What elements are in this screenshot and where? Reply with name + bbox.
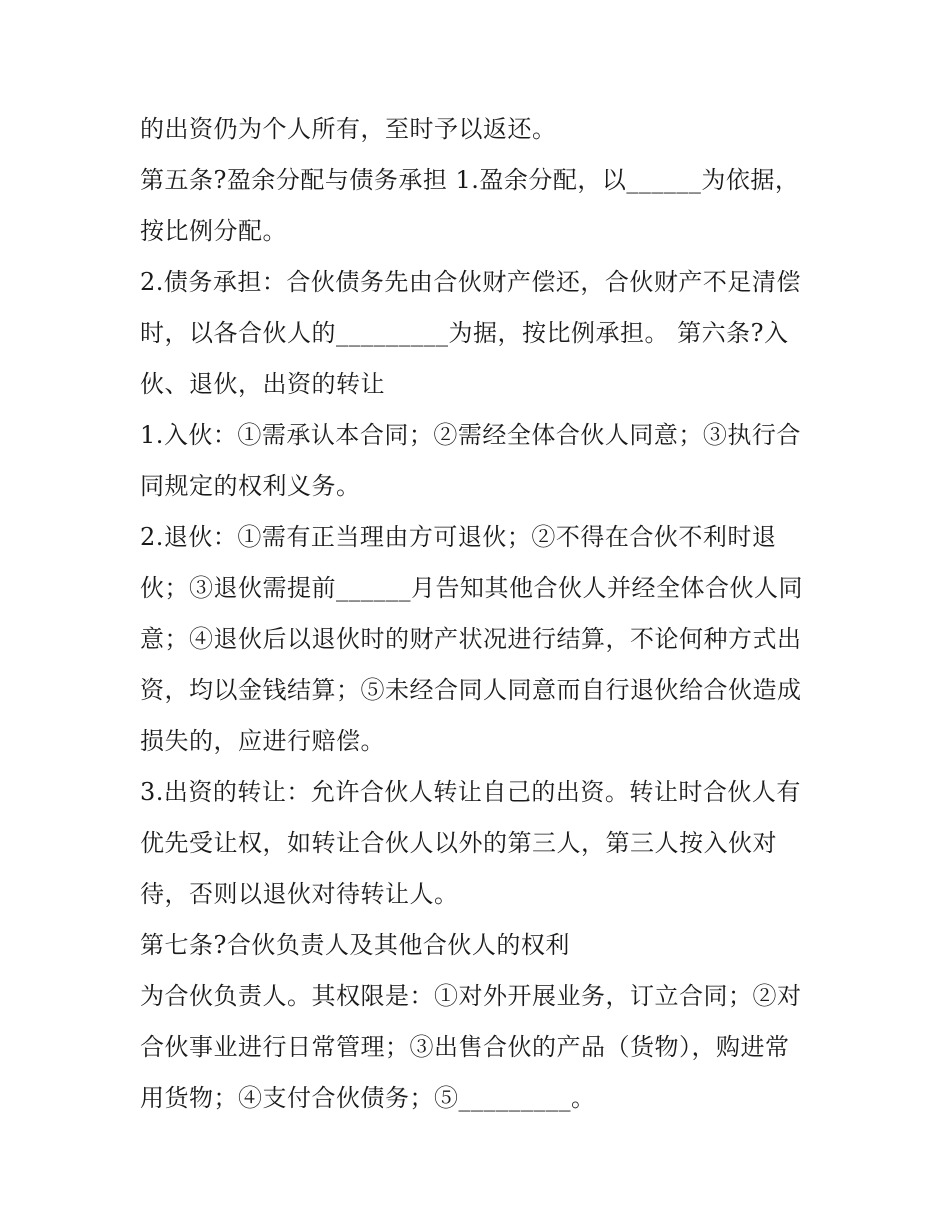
article-7-heading-line: 第七条?合伙负责人及其他合伙人的权利 [140, 931, 570, 959]
text-line: 2.债务承担：合伙债务先由合伙财产偿还，合伙财产不足清偿 [140, 268, 801, 296]
text-line: 伙；③退伙需提前______月告知其他合伙人并经全体合伙人同 [140, 574, 803, 602]
text-line: 为合伙负责人。其权限是：①对外开展业务，订立合同；②对 [140, 982, 802, 1010]
text-line: 3.出资的转让：允许合伙人转让自己的出资。转让时合伙人有 [140, 778, 801, 806]
text-line: 优先受让权，如转让合伙人以外的第三人，第三人按入伙对 [140, 829, 777, 857]
text-line: 合伙事业进行日常管理；③出售合伙的产品（货物），购进常 [140, 1033, 790, 1061]
text-line: 意；④退伙后以退伙时的财产状况进行结算，不论何种方式出 [140, 625, 802, 653]
article-5-heading-line: 第五条?盈余分配与债务承担 1.盈余分配，以______为依据， [140, 166, 800, 194]
text-line: 1.入伙：①需承认本合同；②需经全体合伙人同意；③执行合 [140, 421, 801, 449]
text-line: 用货物；④支付合伙债务；⑤_________。 [140, 1084, 596, 1112]
document-body [140, 104, 820, 1124]
text-line: 时，以各合伙人的_________为据，按比例承担。 第六条?入 [140, 319, 789, 347]
text-line: 的出资仍为个人所有，至时予以返还。 [140, 115, 557, 143]
article-6-heading-line: 伙、退伙，出资的转让 [140, 370, 385, 398]
text-line: 2.退伙：①需有正当理由方可退伙；②不得在合伙不利时退 [140, 523, 777, 551]
text-line: 按比例分配。 [140, 217, 287, 245]
text-line: 待，否则以退伙对待转让人。 [140, 880, 459, 908]
text-line: 资，均以金钱结算；⑤未经合同人同意而自行退伙给合伙造成 [140, 676, 802, 704]
text-line: 损失的，应进行赔偿。 [140, 727, 385, 755]
text-line: 同规定的权利义务。 [140, 472, 361, 500]
